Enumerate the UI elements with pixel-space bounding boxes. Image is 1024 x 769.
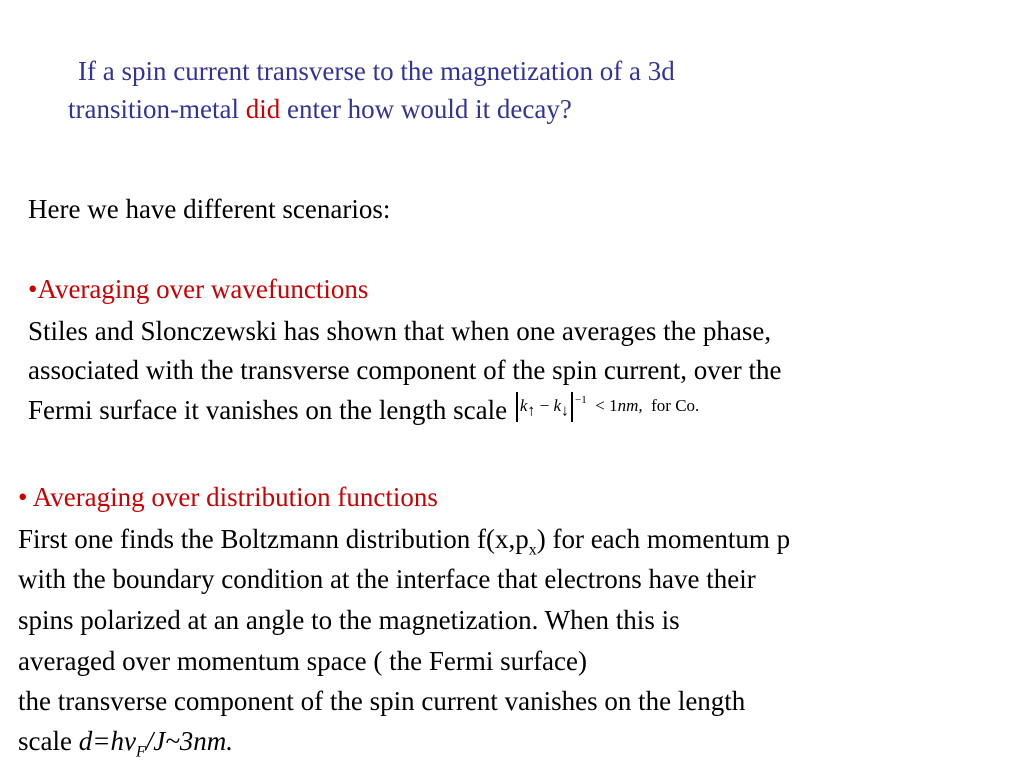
decay-formula-a: d=hv [78,726,136,756]
formula-sub1: ↑ [527,402,536,420]
intro-text: Here we have different scenarios: [28,194,391,224]
section2-line-6 [18,724,233,769]
decay-formula-b: /J~3nm. [145,726,234,756]
section2-line-3: spins polarized at an angle to the magnetization. When this is [18,605,680,635]
formula-k2: k [553,396,562,416]
section2-line-5: the transverse component of the spin current vanishes on the length [18,686,746,716]
section1-heading: •Averaging over wavefunctions [28,274,369,304]
title-line-1: If a spin current transverse to the magnetization of a 3d [78,56,675,86]
formula-k1: k [519,396,528,416]
section2-line-1-b: ) for each momentum p [536,524,791,554]
section2-line-2: with the boundary condition at the interface that electrons have their [18,564,756,594]
wavevector-formula [514,389,699,428]
section1-line-1: Stiles and Slonczewski has shown that when one averages the phase, [28,316,772,346]
title-line-2-start: transition-metal [68,94,246,124]
section2-line-4: averaged over momentum space ( the Fermi surface) [18,646,588,676]
section1-line-2: associated with the transverse component of the spin current, over the [28,355,782,385]
title-line-2 [68,90,572,128]
formula-relation: < 1 [595,396,618,416]
decay-formula-sub: F [135,743,146,761]
section2-line-1-sub: x [528,541,537,559]
abs-bar-right [571,392,573,422]
title-line-2-end: enter how would it decay? [280,94,572,124]
section2-line-6-a: scale [18,726,79,756]
title-highlight: did [245,94,281,124]
section1-line-3 [28,393,699,432]
formula-exponent: −1 [575,394,587,407]
section2-line-1-a: First one finds the Boltzmann distribution f(x,p [18,524,529,554]
section2-line-1 [18,522,790,567]
formula-minus: − [539,396,550,416]
section1-line-3-text: Fermi surface it vanishes on the length scale [28,395,508,425]
abs-bar-left [516,392,518,422]
formula-sub2: ↓ [561,402,570,420]
section2-heading: • Averaging over distribution functions [18,482,438,512]
formula-unit: nm, [617,396,643,416]
formula-note: for Co. [651,396,700,416]
decay-length-formula [78,726,234,761]
